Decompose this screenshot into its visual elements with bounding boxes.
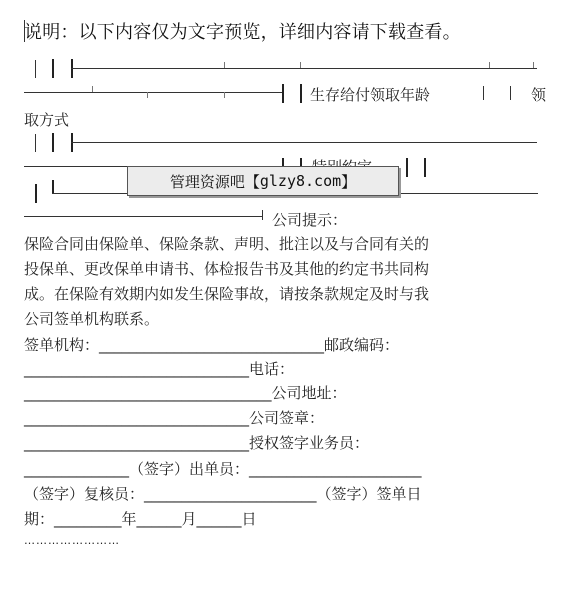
table-rule (52, 133, 54, 152)
notice-line: 成。在保险有效期内如发生保险事故，请按条款规定及时与我 (24, 285, 430, 303)
field-label-survival-age: 生存给付领取年龄 (310, 86, 431, 104)
watermark-prefix: 管理资源吧【 (169, 172, 260, 191)
table-rule (533, 62, 534, 68)
table-rule (224, 62, 225, 68)
table-rule (24, 216, 262, 217)
table-rule (282, 84, 284, 103)
table-rule (52, 180, 54, 193)
table-rule (71, 142, 537, 143)
trailing-dots: …………………… (24, 534, 120, 547)
table-rule (483, 86, 484, 100)
notice-line: 投保单、更改保单申请书、体检报告书及其他的约定书共同构 (24, 260, 430, 278)
form-line-reviewer: （签字）复核员：_______________________（签字）签单日 (24, 485, 422, 503)
notice-line: 公司签单机构联系。 (24, 310, 160, 328)
table-rule (71, 68, 537, 69)
table-rule (300, 62, 301, 68)
watermark-site: glzy8.com (259, 172, 342, 190)
table-rule (24, 92, 282, 93)
watermark-badge (127, 166, 399, 196)
table-rule (35, 60, 36, 78)
table-rule (406, 158, 408, 177)
form-line-date: 期：_________年______月______日 (24, 510, 257, 528)
table-rule (224, 92, 225, 98)
field-label-collect-method: 取方式 (24, 111, 70, 129)
form-line-address: _________________________________公司地址： (24, 384, 347, 402)
table-rule (35, 134, 36, 152)
form-line-phone: ______________________________电话： (24, 360, 295, 378)
table-rule (262, 210, 263, 220)
table-rule (35, 184, 37, 203)
table-rule (52, 59, 54, 78)
table-rule (300, 84, 302, 103)
watermark-suffix: 】 (341, 172, 357, 191)
table-rule (510, 86, 511, 100)
form-line-issuer: ______________（签字）出单员：_______________________ (24, 460, 422, 478)
notice-line: 保险合同由保险单、保险条款、声明、批注以及与合同有关的 (24, 235, 430, 253)
notice-title: 公司提示： (272, 211, 348, 229)
field-label-collect-start: 领 (531, 86, 547, 104)
table-rule (147, 92, 148, 98)
form-line-signing-agency: 签单机构：______________________________邮政编码： (24, 336, 400, 354)
form-line-company-seal: ______________________________公司签章： (24, 409, 325, 427)
preview-notice: 说明：以下内容仅为文字预览，详细内容请下载查看。 (24, 22, 461, 43)
form-line-agent: ______________________________授权签字业务员： (24, 434, 370, 452)
table-rule (424, 158, 426, 177)
table-rule (489, 62, 490, 68)
table-rule (92, 86, 93, 92)
